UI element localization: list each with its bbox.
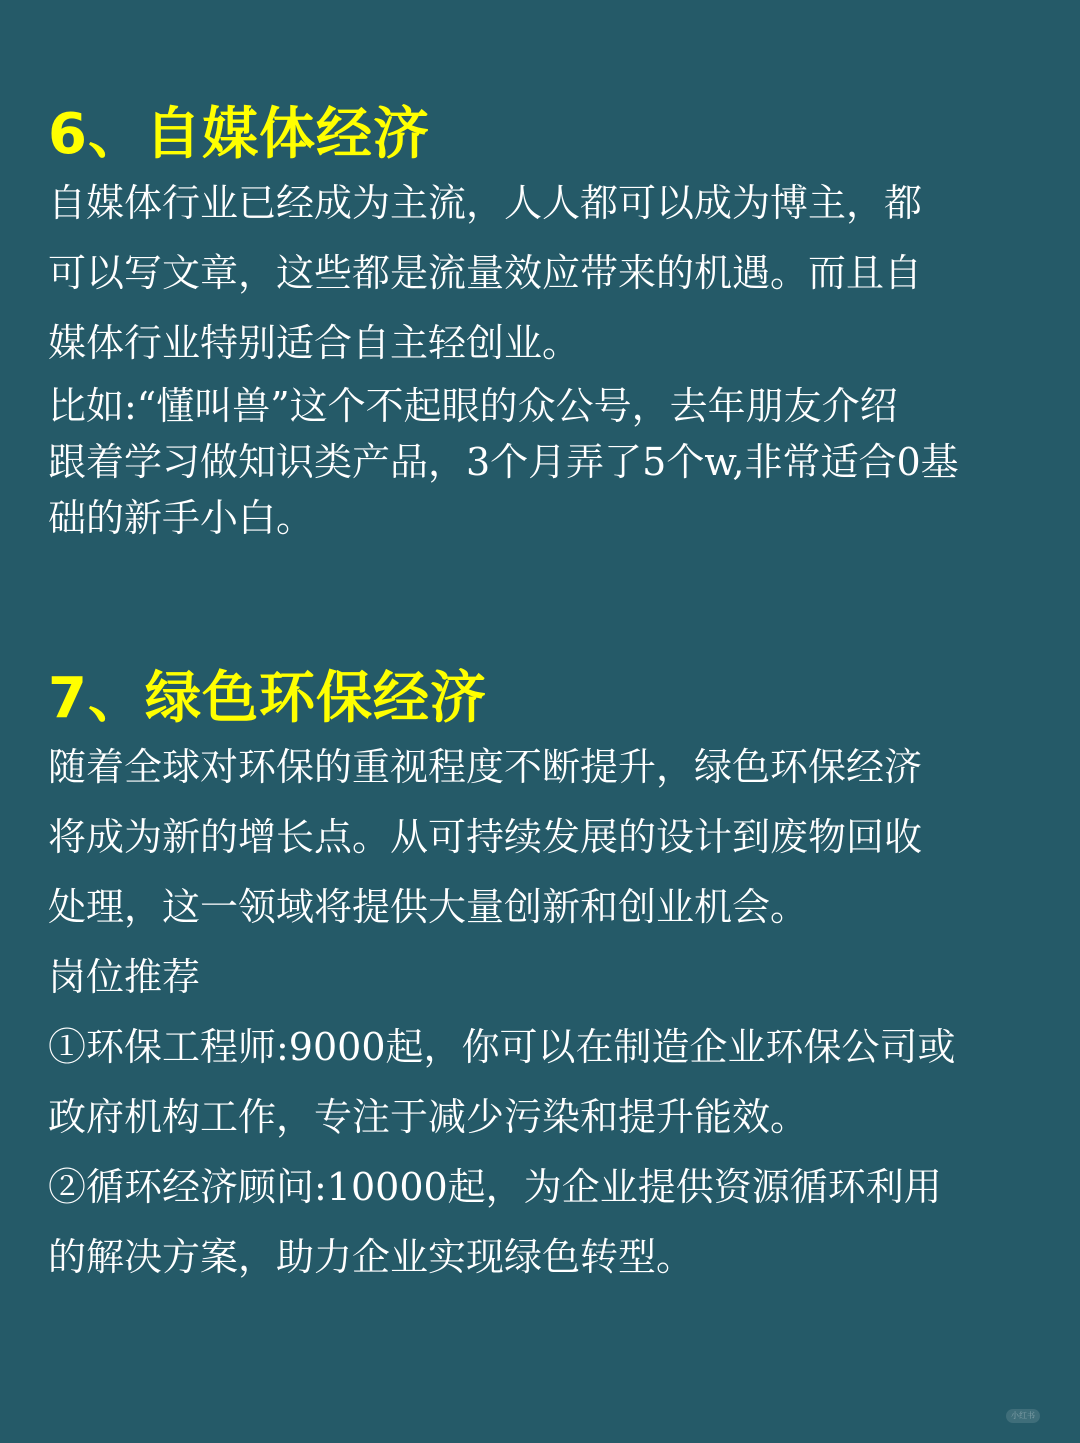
- job-recommendation-heading: 岗位推荐: [48, 955, 201, 999]
- section-paragraph: 随着全球对环保的重视程度不断提升，绿色环保经济 将成为新的增长点。从可持续发展的设计到废物回收 处理，这一领域将提供大量创新和创业机会。: [48, 745, 923, 929]
- job-item: ①环保工程师:9000起，你可以在制造企业环保公司或 政府机构工作，专注于减少污染和提升能效。: [48, 1025, 956, 1139]
- section-title: 6、自媒体经济: [48, 102, 430, 167]
- section-title: 7、绿色环保经济: [48, 666, 487, 731]
- section-paragraph: 比如:“懂叫兽”这个不起眼的众公号，去年朋友介绍 跟着学习做知识类产品，3个月弄了5个w,非常适合0基 础的新手小白。: [48, 384, 959, 540]
- job-item: ②循环经济顾问:10000起，为企业提供资源循环利用 的解决方案，助力企业实现绿色转型。: [48, 1165, 942, 1279]
- section-paragraph: 自媒体行业已经成为主流，人人都可以成为博主，都 可以写文章，这些都是流量效应带来的机遇。而且自 媒体行业特别适合自主轻创业。: [48, 181, 923, 365]
- section-self-media-economy: [48, 102, 1038, 546]
- watermark-logo: 小红书: [1006, 1409, 1040, 1423]
- section-green-economy: [48, 666, 1038, 1292]
